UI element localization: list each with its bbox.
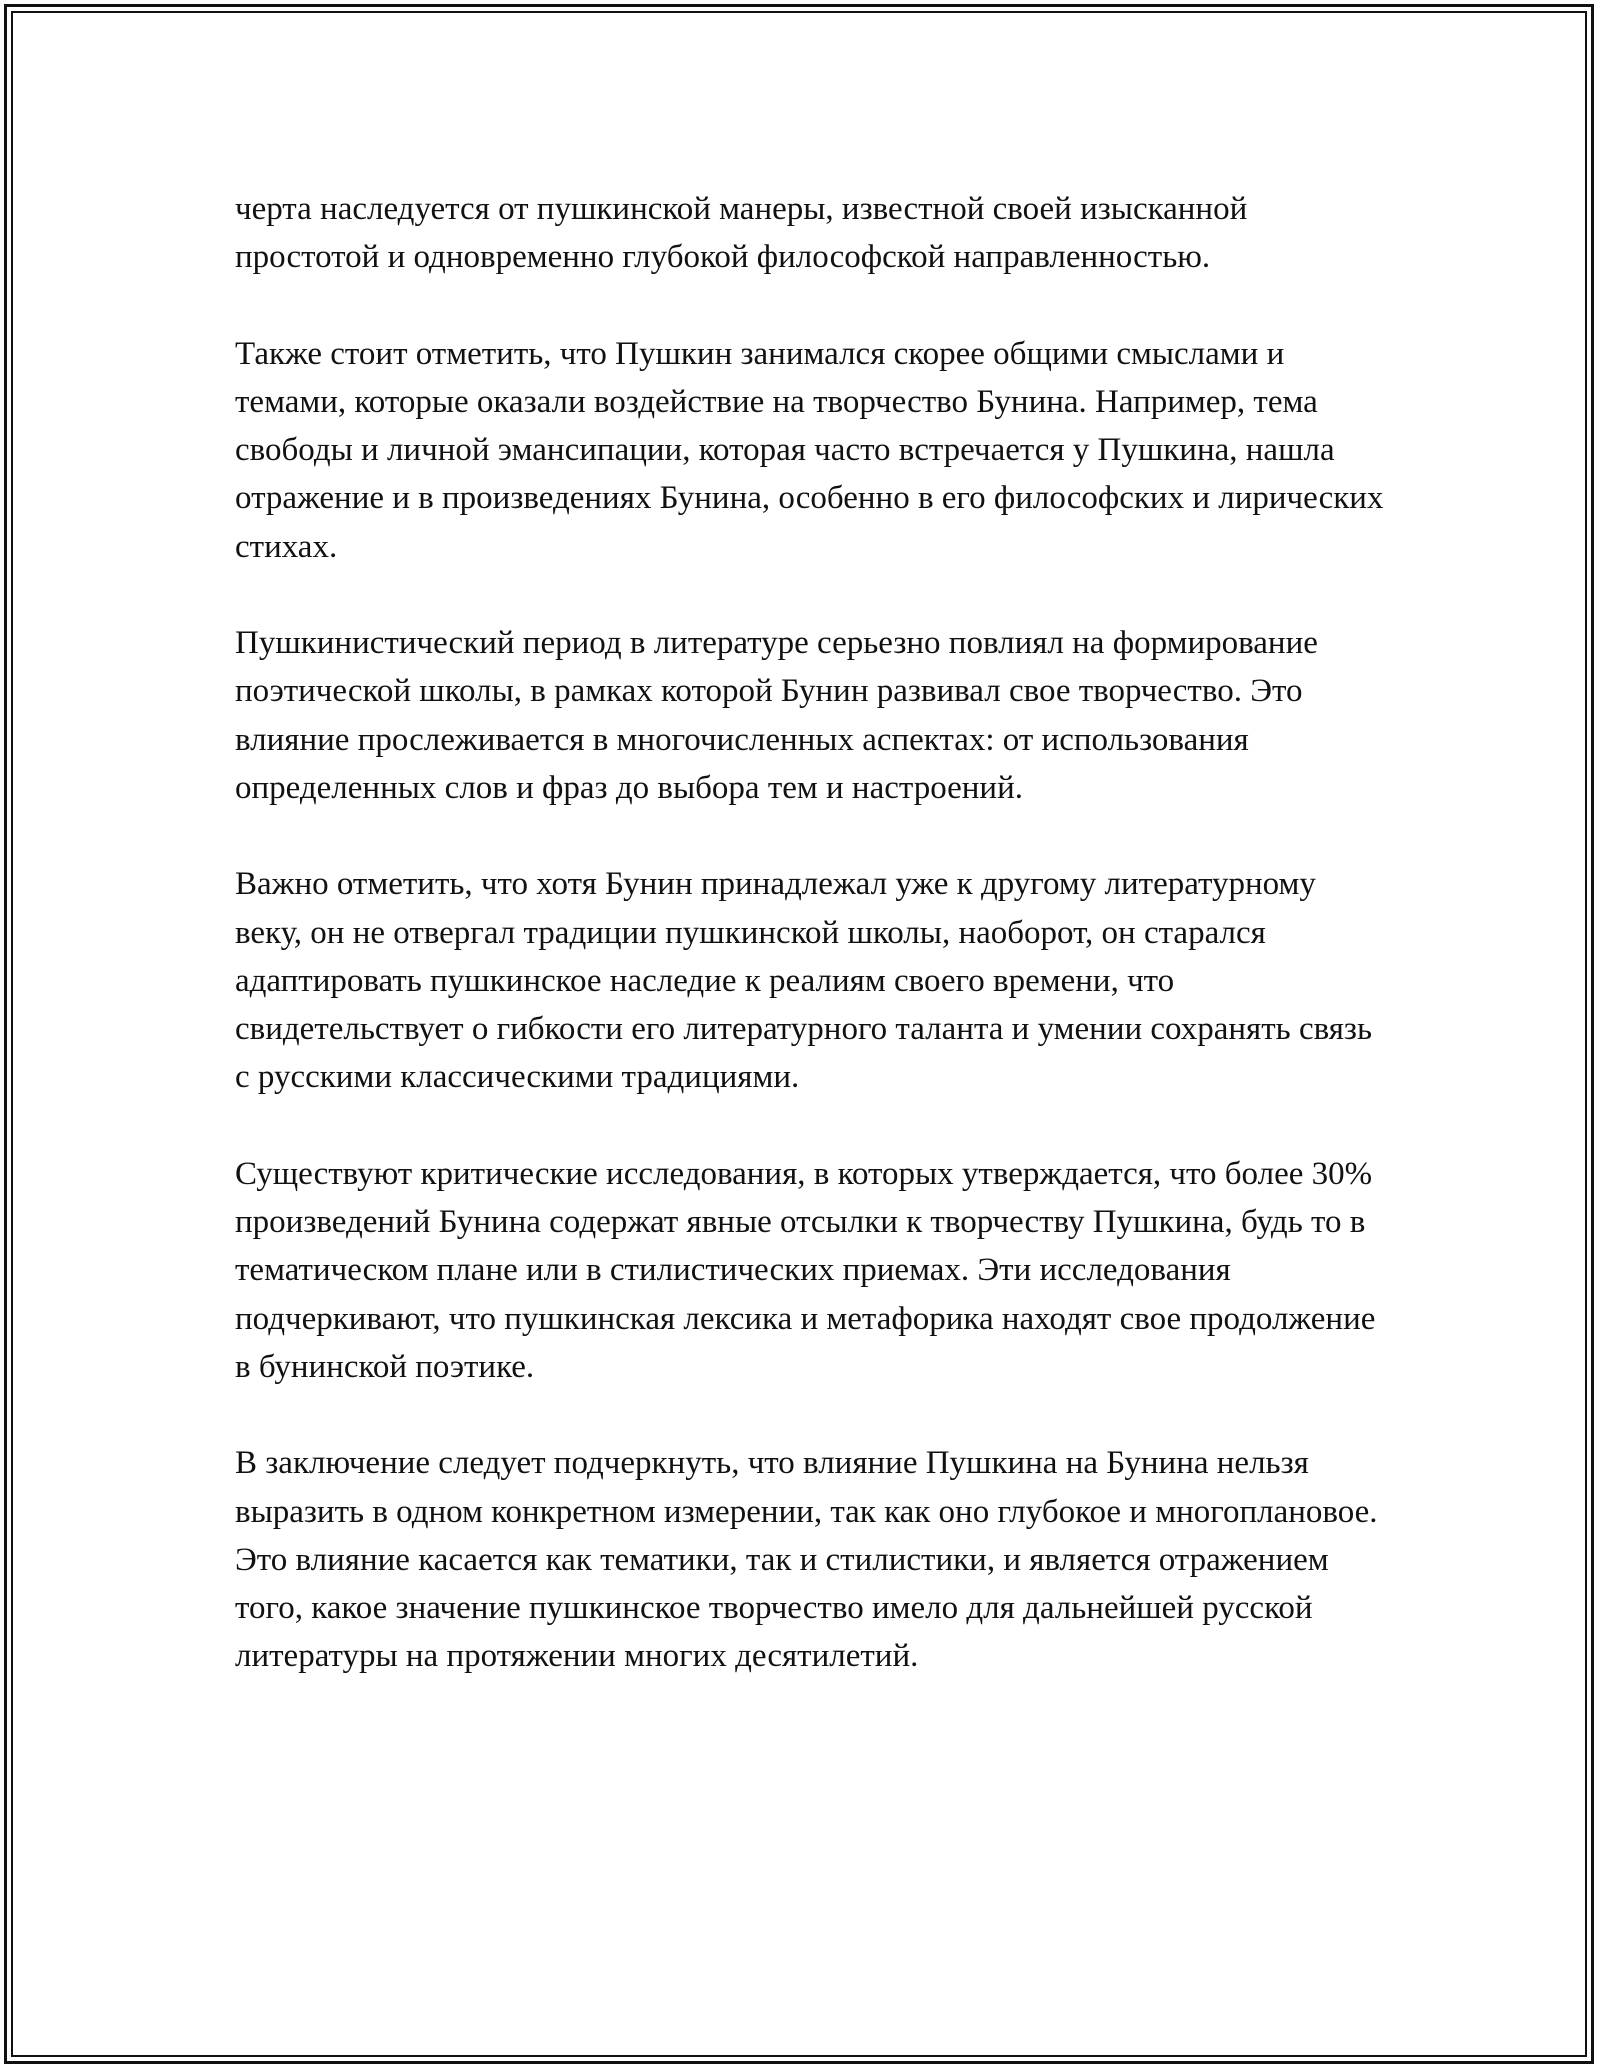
paragraph-6: В заключение следует подчеркнуть, что влияние Пушкина на Бунина нельзя выразить в одном конкретном измерении, так как оно глубокое и многоплановое. Это влияние касается как тематики, так и стилистики, и является отражением того, какое значение пушкинское творчество имело для дальнейшей русской литературы на протяжении многих десятилетий. (235, 1445, 1378, 1675)
paragraph-1: черта наследуется от пушкинской манеры, известной своей изысканной простотой и одновременно глубокой философской направленностью. (235, 191, 1248, 276)
paragraph-4: Важно отметить, что хотя Бунин принадлежал уже к другому литературному веку, он не отвергал традиции пушкинской школы, наоборот, он старался адаптировать пушкинское наследие к реалиям своего времени, что свидетельствует о гибкости его литературного таланта и умении сохранять связь с русскими классическими традициями. (235, 866, 1373, 1096)
paragraph-2: Также стоит отметить, что Пушкин занимался скорее общими смыслами и темами, которые оказали воздействие на творчество Бунина. Например, тема свободы и личной эмансипации, которая часто встречается у Пушкина, нашла отражение и в произведениях Бунина, особенно в его философских и лирических стихах. (235, 335, 1384, 565)
paragraph-5: Существуют критические исследования, в которых утверждается, что более 30% произведений Бунина содержат явные отсылки к творчеству Пушкина, будь то в тематическом плане или в стилистических приемах. Эти исследования подчеркивают, что пушкинская лексика и метафорика находят свое продолжение в бунинской поэтике. (235, 1155, 1376, 1385)
paragraph-3: Пушкинистический период в литературе серьезно повлиял на формирование поэтической школы, в рамках которой Бунин развивал свое творчество. Это влияние прослеживается в многочисленных аспектах: от использования определенных слов и фраз до выбора тем и настроений. (235, 625, 1318, 806)
document-body (235, 185, 1385, 1729)
